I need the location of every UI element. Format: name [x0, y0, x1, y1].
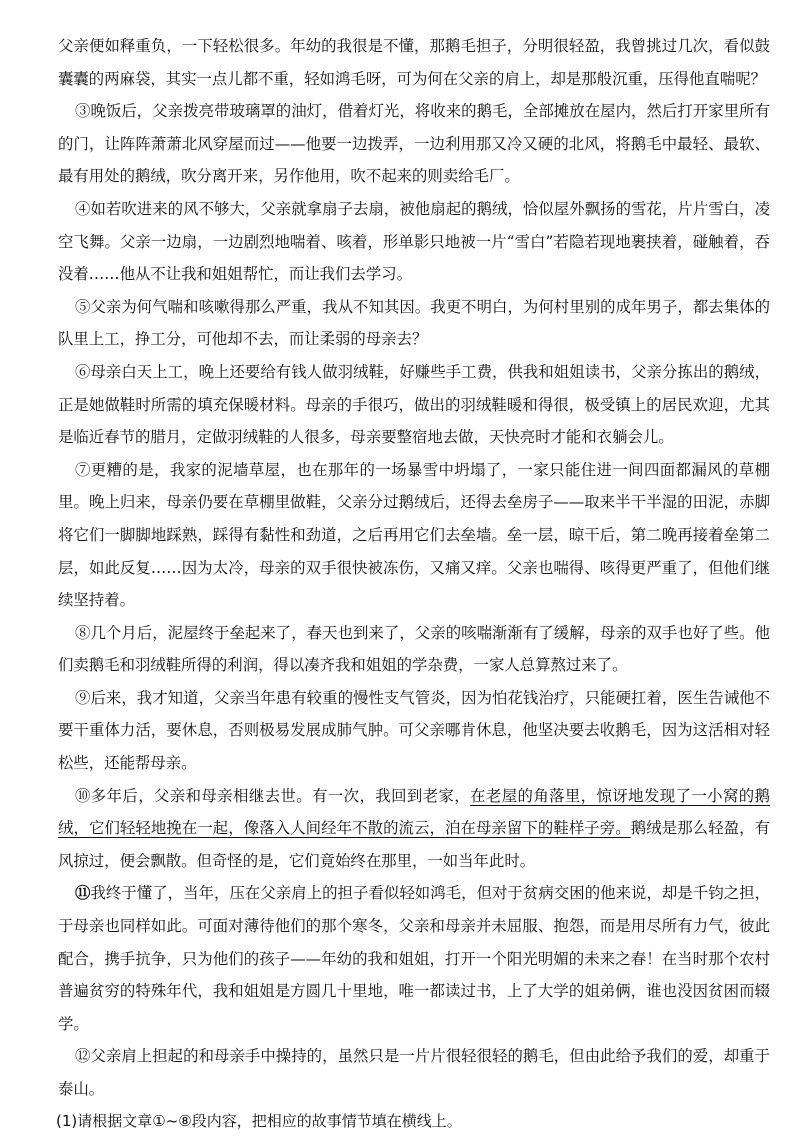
paragraph-4: ④如若吹进来的风不够大，父亲就拿扇子去扇，被他扇起的鹅绒，恰似屋外飘扬的雪花，片片雪白，凌空飞舞。父亲一边扇，一边剧烈地喘着、咳着，形单影只地被一片“雪白”若隐若现地裹挟着，碰触着，吞没着……他从不让我和姐姐帮忙，而让我们去学习。 — [58, 199, 770, 284]
underlined-sentence: 在老屋的角落里，惊讶地发现了一小窝的鹅绒，它们轻轻地挽在一起，像落入人间经年不散的流云，泊在母亲留下的鞋样子旁。 — [58, 786, 770, 838]
paragraph-3: ③晚饭后，父亲拨亮带玻璃罩的油灯，借着灯光，将收来的鹅毛，全部摊放在屋内，然后打开家里所有的门，让阵阵萧萧北风穿屋而过——他要一边拨弄，一边利用那又冷又硬的北风，将鹅毛中最轻、最软、最有用处的鹅绒，吹分离开来，另作他用，吹不起来的则卖给毛厂。 — [58, 102, 770, 186]
paragraph-11-text: 我终于懂了，当年，压在父亲肩上的担子看似轻如鸿毛，但对于贫病交困的他来说，却是千钧之担，于母亲也同样如此。可面对薄待他们的那个寒冬，父亲和母亲并未屈服、抱怨，而是用尽所有力气，彼此配合，携手抗争，只为他们的孩子——年幼的我和姐姐，打开一个阳光明媚的未来之春！在当时那个农村普遍贫穷的特殊年代，我和姐姐是方圆几十里地，唯一都读过书，上了大学的姐弟俩，谁也没因贫困而辍学。 — [58, 884, 770, 1033]
paragraph-6: ⑥母亲白天上工，晚上还要给有钱人做羽绒鞋，好赚些手工费，供我和姐姐读书，父亲分拣出的鹅绒，正是她做鞋时所需的填充保暖材料。母亲的手很巧，做出的羽绒鞋暖和得很，极受镇上的居民欢迎，尤其是临近春节的腊月，定做羽绒鞋的人很多，母亲要整宿地去做，天快亮时才能和衣躺会儿。 — [58, 362, 770, 447]
paragraph-11-number: ⑪ — [75, 884, 91, 903]
paragraph-10-end: 鹅绒是那么轻盈，有风掠过，便会飘散。但奇怪的是，它们竟始终在那里，一如当年此时。 — [58, 819, 770, 870]
paragraph-12: ⑫父亲肩上担起的和母亲手中操持的，虽然只是一片片很轻很轻的鹅毛，但由此给予我们的爱，却重于泰山。 — [58, 1047, 770, 1098]
paragraph-5: ⑤父亲为何气喘和咳嗽得那么严重，我从不知其因。我更不明白，为何村里别的成年男子，都去集体的队里上工，挣工分，可他却不去，而让柔弱的母亲去？ — [58, 297, 770, 349]
paragraph-continuation: 父亲便如释重负，一下轻松很多。年幼的我很是不懂，那鹅毛担子，分明很轻盈，我曾挑过几次，看似鼓囊囊的两麻袋，其实一点儿都不重，轻如鸿毛呀，可为何在父亲的肩上，却是那般沉重，压得他直喘呢？ — [58, 37, 770, 88]
document-page — [58, 30, 770, 1136]
paragraph-8: ⑧几个月后，泥屋终于垒起来了，春天也到来了，父亲的咳喘渐渐有了缓解，母亲的双手也好了些。他们卖鹅毛和羽绒鞋所得的利润，得以凑齐我和姐姐的学杂费，一家人总算熬过来了。 — [58, 623, 770, 675]
paragraph-10-intro: ⑩多年后，父亲和母亲相继去世。有一次，我回到老家， — [75, 786, 471, 805]
question-1: (1)请根据文章①~⑧段内容，把相应的故事情节填在横线上。 — [56, 1111, 462, 1130]
paragraph-9: ⑨后来，我才知道，父亲当年患有较重的慢性支气管炎，因为怕花钱治疗，只能硬扛着，医生告诫他不要干重体力活，要休息，否则极易发展成肺气肿。可父亲哪肯休息，他坚决要去收鹅毛，因为这活相对轻松些，还能帮母亲。 — [58, 688, 770, 773]
paragraph-11 — [58, 877, 770, 1040]
paragraph-7: ⑦更糟的是，我家的泥墙草屋，也在那年的一场暴雪中坍塌了，一家只能住进一间四面都漏风的草棚里。晚上归来，母亲仍要在草棚里做鞋，父亲分过鹅绒后，还得去垒房子——取来半干半湿的田泥，赤脚将它们一脚脚地踩熟，踩得有黏性和劲道，之后再用它们去垒墙。垒一层，晾干后，第二晚再接着垒第二层，如此反复……因为太冷，母亲的双手很快被冻伤，又痛又痒。父亲也喘得、咳得更严重了，但他们继续坚持着。 — [58, 460, 770, 610]
paragraph-10 — [58, 780, 770, 878]
